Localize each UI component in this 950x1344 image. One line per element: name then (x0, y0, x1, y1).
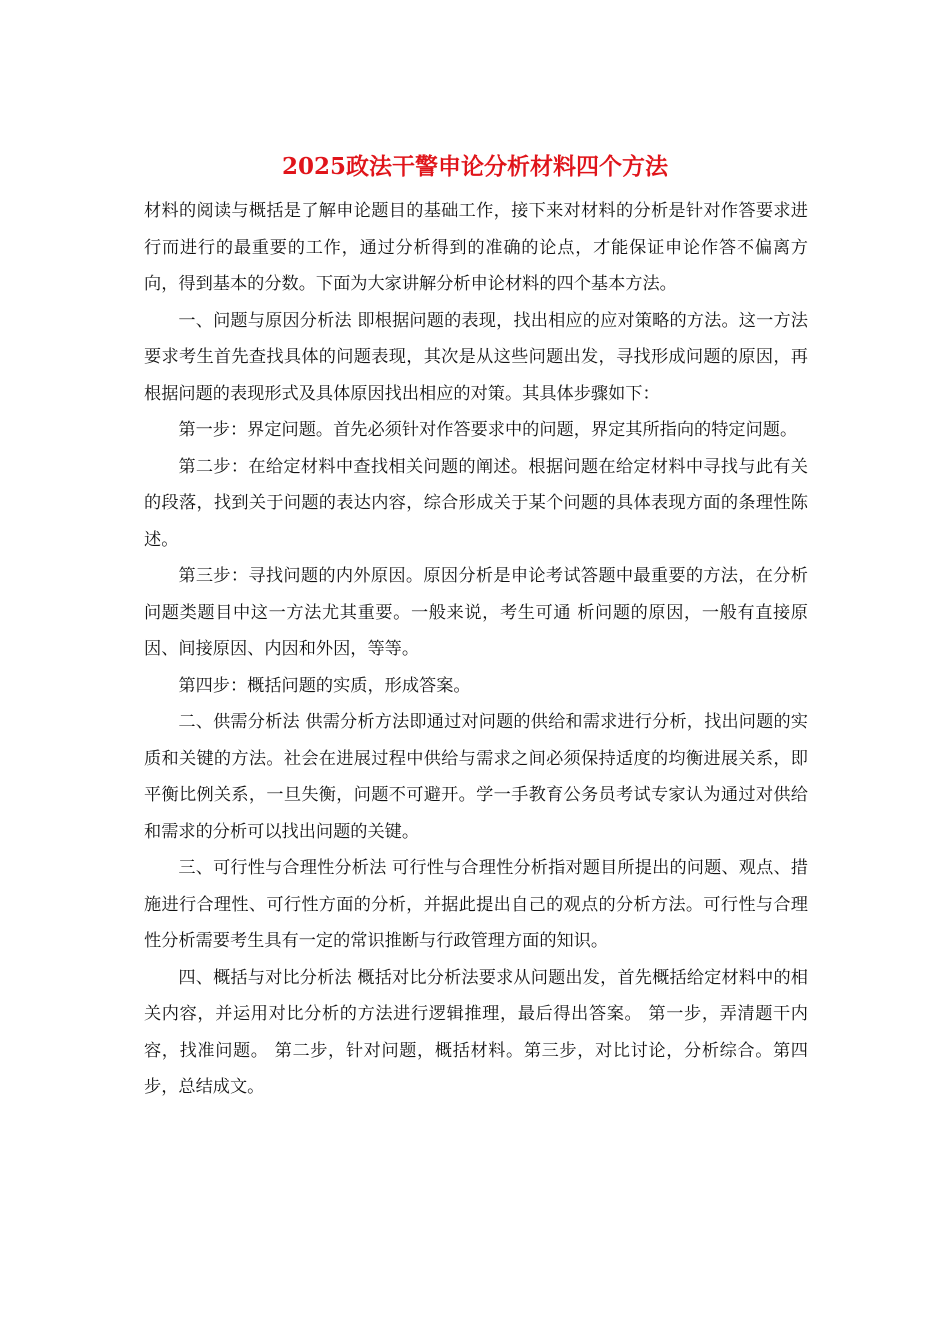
paragraph-method-2: 二、供需分析法 供需分析方法即通过对问题的供给和需求进行分析，找出问题的实质和关键的方法。社会在进展过程中供给与需求之间必须保持适度的均衡进展关系，即平衡比例关系，一旦失衡，问题不可避开。学一手教育公务员考试专家认为通过对供给和需求的分析可以找出问题的关键。 (144, 712, 808, 842)
paragraph-step-4: 第四步：概括问题的实质，形成答案。 (178, 675, 471, 696)
document-title: 2025政法干警申论分析材料四个方法 (281, 153, 668, 180)
paragraph-step-3: 第三步：寻找问题的内外原因。原因分析是申论考试答题中最重要的方法，在分析问题类题目中这一方法尤其重要。一般来说，考生可通 析问题的原因，一般有直接原因、间接原因、内因和外因，等等。 (144, 566, 808, 659)
paragraph-intro: 材料的阅读与概括是了解申论题目的基础工作，接下来对材料的分析是针对作答要求进行而进行的最重要的工作，通过分析得到的准确的论点，才能保证申论作答不偏离方向，得到基本的分数。下面为大家讲解分析申论材料的四个基本方法。 (144, 201, 808, 294)
document-body (144, 193, 808, 1106)
paragraph-step-2: 第二步：在给定材料中查找相关问题的阐述。根据问题在给定材料中寻找与此有关的段落，找到关于问题的表达内容，综合形成关于某个问题的具体表现方面的条理性陈述。 (144, 456, 808, 550)
paragraph-step-1: 第一步：界定问题。首先必须针对作答要求中的问题，界定其所指向的特定问题。 (178, 420, 798, 440)
paragraph-method-4: 四、概括与对比分析法 概括对比分析法要求从问题出发，首先概括给定材料中的相关内容，并运用对比分析的方法进行逻辑推理，最后得出答案。 第一步，弄清题干内容，找准问题。 第二步，针对问题，概括材料。第三步，对比讨论，分析综合。第四步，总结成文。 (144, 967, 808, 1097)
paragraph-method-3: 三、可行性与合理性分析法 可行性与合理性分析指对题目所提出的问题、观点、措施进行合理性、可行性方面的分析，并据此提出自己的观点的分析方法。可行性与合理性分析需要考生具有一定的常识推断与行政管理方面的知识。 (144, 858, 808, 951)
paragraph-method-1: 一、问题与原因分析法 即根据问题的表现，找出相应的应对策略的方法。这一方法要求考生首先查找具体的问题表现，其次是从这些问题出发，寻找形成问题的原因，再根据问题的表现形式及具体原因找出相应的对策。其具体步骤如下： (144, 310, 808, 404)
